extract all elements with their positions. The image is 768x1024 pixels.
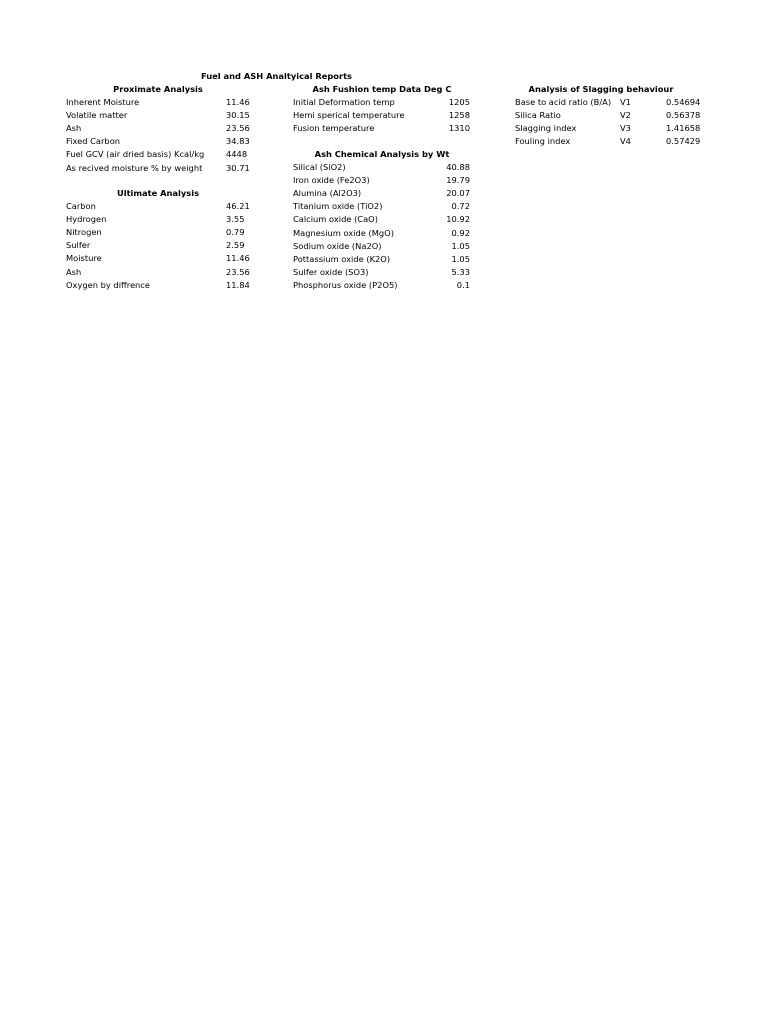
row-label: Initial Deformation temp bbox=[293, 97, 395, 107]
row-value: 20.07 bbox=[446, 188, 470, 199]
row-value: 4448 bbox=[226, 149, 248, 160]
row-value: 3.55 bbox=[226, 214, 245, 225]
row-value: 10.92 bbox=[446, 214, 470, 225]
row-value: 0.72 bbox=[451, 201, 470, 212]
row-label: Fouling index bbox=[515, 136, 571, 147]
row-value: 1.41658 bbox=[666, 123, 701, 134]
row-value: 0.56378 bbox=[666, 110, 701, 121]
row-code: V1 bbox=[620, 97, 631, 107]
row-label: Pottassium oxide (K2O) bbox=[293, 253, 391, 264]
row-value: 1258 bbox=[448, 110, 470, 121]
row-label: Ash bbox=[66, 266, 82, 277]
row-label: Volatile matter bbox=[66, 110, 128, 121]
row-label: Fuel GCV (air dried basis) Kcal/kg bbox=[66, 149, 205, 160]
row-value: 46.21 bbox=[226, 201, 250, 211]
row-value: 1310 bbox=[448, 123, 470, 134]
row-label: Carbon bbox=[66, 201, 96, 211]
row-label: Phosphorus oxide (P2O5) bbox=[293, 279, 398, 290]
row-value: 11.46 bbox=[226, 97, 250, 107]
row-label: Sulfer bbox=[66, 240, 91, 251]
row-label: Sulfer oxide (SO3) bbox=[293, 266, 369, 277]
row-value: 0.92 bbox=[451, 227, 470, 238]
row-label: Hemi sperical temperature bbox=[293, 110, 405, 121]
row-value: 0.54694 bbox=[666, 97, 701, 107]
row-value: 19.79 bbox=[446, 175, 470, 186]
slagging-heading: Analysis of Slagging behaviour bbox=[528, 84, 674, 94]
row-label: Hydrogen bbox=[66, 214, 107, 225]
row-label: Nitrogen bbox=[66, 227, 102, 238]
row-value: 23.56 bbox=[226, 123, 250, 134]
row-label: Fixed Carbon bbox=[66, 136, 121, 147]
row-label: Alumina (Al2O3) bbox=[293, 188, 362, 199]
row-value: 30.71 bbox=[226, 162, 250, 173]
row-value: 30.15 bbox=[226, 110, 250, 121]
row-value: 34.83 bbox=[226, 136, 250, 147]
row-value: 0.57429 bbox=[666, 136, 701, 147]
row-label: Magnesium oxide (MgO) bbox=[293, 227, 394, 238]
row-code: V3 bbox=[620, 123, 631, 134]
row-value: 5.33 bbox=[451, 266, 470, 277]
chemical-heading: Ash Chemical Analysis by Wt bbox=[314, 149, 450, 159]
row-value: 1205 bbox=[448, 97, 470, 107]
row-label: Ash bbox=[66, 123, 82, 134]
row-value: 23.56 bbox=[226, 266, 250, 277]
fusion-heading: Ash Fushion temp Data Deg C bbox=[312, 84, 452, 94]
proximate-heading: Proximate Analysis bbox=[113, 84, 203, 94]
row-label: Calcium oxide (CaO) bbox=[293, 214, 378, 225]
row-label: Fusion temperature bbox=[293, 123, 375, 134]
row-code: V4 bbox=[620, 136, 631, 147]
report-title: Fuel and ASH Analtyical Reports bbox=[201, 71, 352, 81]
ultimate-heading: Ultimate Analysis bbox=[116, 188, 200, 198]
row-value: 40.88 bbox=[446, 162, 470, 172]
row-label: As recived moisture % by weight bbox=[66, 162, 203, 173]
row-label: Moisture bbox=[66, 253, 102, 264]
row-value: 11.84 bbox=[226, 279, 250, 290]
row-value: 0.1 bbox=[456, 279, 470, 290]
row-label: Oxygen by diffrence bbox=[66, 279, 150, 290]
row-value: 1.05 bbox=[451, 240, 470, 251]
row-value: 1.05 bbox=[451, 253, 470, 264]
row-label: Silica Ratio bbox=[515, 110, 561, 121]
row-label: Slagging index bbox=[515, 123, 577, 134]
row-label: Iron oxide (Fe2O3) bbox=[293, 175, 370, 186]
row-code: V2 bbox=[620, 110, 631, 121]
row-value: 0.79 bbox=[226, 227, 245, 238]
row-label: Titanium oxide (TiO2) bbox=[293, 201, 383, 212]
row-label: Silical (SiO2) bbox=[293, 162, 346, 172]
row-label: Sodium oxide (Na2O) bbox=[293, 240, 382, 251]
row-value: 11.46 bbox=[226, 253, 250, 264]
row-value: 2.59 bbox=[226, 240, 245, 251]
row-label: Base to acid ratio (B/A) bbox=[515, 97, 612, 107]
row-label: Inherent Moisture bbox=[66, 97, 140, 107]
